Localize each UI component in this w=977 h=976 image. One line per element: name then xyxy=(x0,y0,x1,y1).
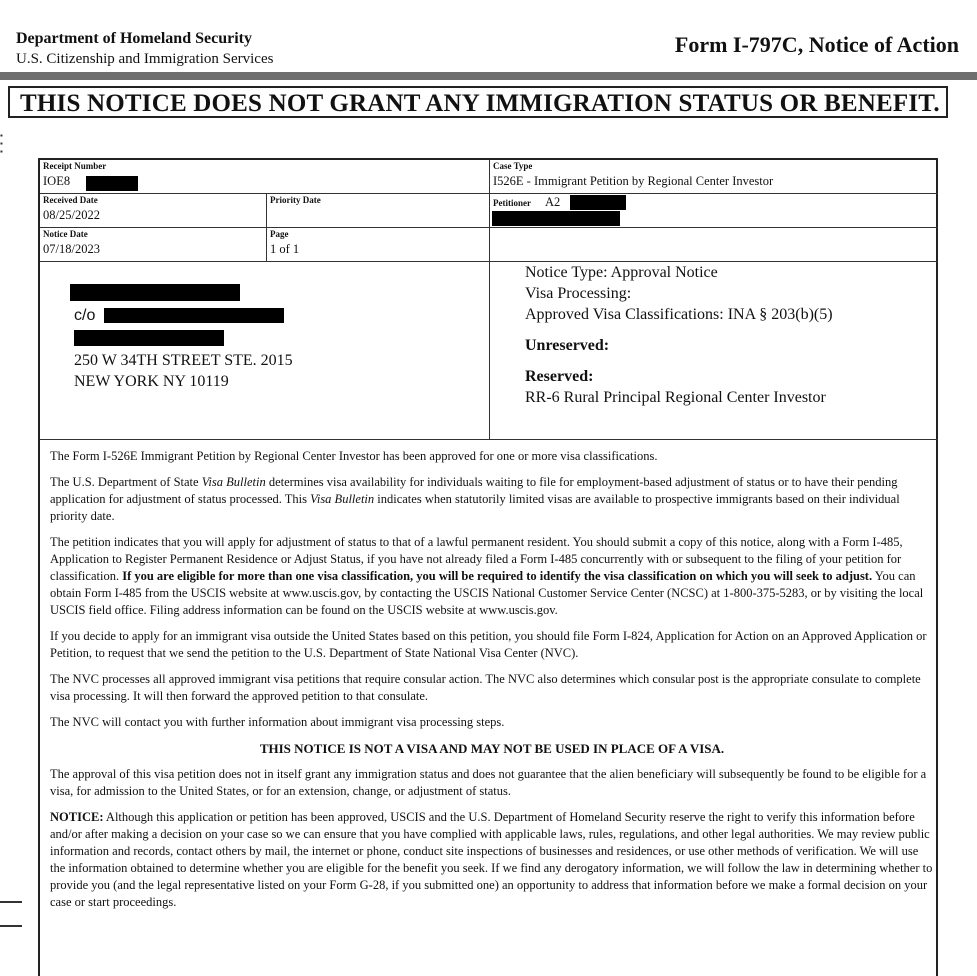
not-a-visa-notice: THIS NOTICE IS NOT A VISA AND MAY NOT BE USED IN PLACE OF A VISA. xyxy=(259,741,725,756)
redaction-bar xyxy=(70,284,240,301)
redaction-bar xyxy=(570,195,626,210)
agency-name: U.S. Citizenship and Immigration Services xyxy=(16,51,274,67)
paragraph: The U.S. Department of State Visa Bulletin determines visa availability for individuals waiting to file for employment-based adjustment of status or to have their pending application for adjustment of status processed. This Visa Bulletin indicates when statutorily limited visas are available to prospective immigrants based on their individual priority date. xyxy=(50,475,900,523)
paragraph: The NVC processes all approved immigrant visa petitions that require consular action. The NVC also determines which consular post is the appropriate consulate to complete visa processing. It will then forward the approved petition to that consulate. xyxy=(50,672,921,703)
approved-classifications: Approved Visa Classifications: INA § 203(b)(5) xyxy=(525,306,833,323)
notice-date-value: 07/18/2023 xyxy=(43,242,100,256)
scan-margin-mark: ▪ ▪ ▪ xyxy=(0,131,3,156)
page-label: Page xyxy=(270,229,289,239)
case-type-cell xyxy=(490,160,938,194)
header-rule xyxy=(0,72,977,80)
petitioner-label: Petitioner xyxy=(493,198,531,208)
margin-line xyxy=(0,901,22,903)
reserved-label: Reserved: xyxy=(525,368,594,385)
petitioner-cell xyxy=(490,194,938,228)
priority-date-cell xyxy=(267,194,490,228)
paragraph: The NVC will contact you with further information about immigrant visa processing steps. xyxy=(50,715,505,729)
page-cell xyxy=(267,228,490,262)
notice-type-block xyxy=(490,262,938,440)
case-type-value: I526E - Immigrant Petition by Regional Center Investor xyxy=(493,174,774,188)
form-title: Form I-797C, Notice of Action xyxy=(674,32,959,57)
paragraph: The Form I-526E Immigrant Petition by Regional Center Investor has been approved for one or more visa classifications. xyxy=(50,449,658,463)
status-banner: THIS NOTICE DOES NOT GRANT ANY IMMIGRATION STATUS OR BENEFIT. xyxy=(8,86,948,118)
address-city: NEW YORK NY 10119 xyxy=(74,373,229,390)
reserved-value: RR-6 Rural Principal Regional Center Investor xyxy=(525,389,826,406)
receipt-number-cell xyxy=(40,160,490,194)
notice-body xyxy=(50,448,934,920)
blank-cell xyxy=(490,228,938,262)
case-type-label: Case Type xyxy=(493,161,533,171)
received-date-label: Received Date xyxy=(43,195,98,205)
redaction-bar xyxy=(74,330,224,346)
visa-processing-label: Visa Processing: xyxy=(525,285,632,302)
mailing-address-block xyxy=(40,262,490,440)
receipt-number-label: Receipt Number xyxy=(43,161,107,171)
notice-date-label: Notice Date xyxy=(43,229,88,239)
unreserved-label: Unreserved: xyxy=(525,337,610,354)
paragraph: The approval of this visa petition does not in itself grant any immigration status and does not guarantee that the alien beneficiary will subsequently be found to be eligible for a visa, for admission to the United States, or for an extension, change, or adjustment of status. xyxy=(50,767,927,798)
receipt-number-value: IOE8 xyxy=(43,174,71,188)
notice-type: Notice Type: Approval Notice xyxy=(525,264,718,281)
care-of-label: c/o xyxy=(74,307,96,324)
priority-date-label: Priority Date xyxy=(270,195,321,205)
paragraph: If you decide to apply for an immigrant visa outside the United States based on this petition, you should file Form I-824, Application for Action on an Approved Application or Petition, to request that we send the petition to the U.S. Department of State National Visa Center (NVC). xyxy=(50,629,927,660)
margin-line xyxy=(0,925,22,927)
redaction-bar xyxy=(104,308,284,323)
redaction-bar xyxy=(86,176,138,191)
paragraph: NOTICE: Although this application or petition has been approved, USCIS and the U.S. Department of Homeland Security reserve the right to verify this information before and/or after making a decision on your case so we can ensure that you have complied with applicable laws, rules, regulations, and other legal authorities. We may review public information and records, contact others by mail, the internet or phone, conduct site inspections of businesses and residences, or use other methods of verification. We will use the information obtained to determine whether you are eligible for the benefit you seek. If we find any derogatory information, we will follow the law in determining whether to provide you (and the legal representative listed on your Form G-28, if you submitted one) an opportunity to address that information before we make a formal decision on your case or start proceedings. xyxy=(50,810,933,909)
received-date-value: 08/25/2022 xyxy=(43,208,100,222)
department-name: Department of Homeland Security xyxy=(16,30,252,47)
received-date-cell xyxy=(40,194,267,228)
notice-form xyxy=(38,158,938,976)
address-street: 250 W 34TH STREET STE. 2015 xyxy=(74,352,293,369)
redaction-bar xyxy=(492,211,620,226)
notice-date-cell xyxy=(40,228,267,262)
paragraph: The petition indicates that you will apply for adjustment of status to that of a lawful permanent resident. You should submit a copy of this notice, along with a Form I-485, Application to Register Permanent Residence or Adjust Status, if you have not already filed a Form I-485 concurrently with or subsequent to the filing of your petition for classification. If you are eligible for more than one visa classification, you will be required to identify the visa classification on which you will seek to adjust. You can obtain Form I-485 from the USCIS website at www.uscis.gov, by contacting the USCIS National Customer Service Center (NCSC) at 1-800-375-5283, or by visiting the local USCIS field office. Filing address information can be found on the USCIS website at www.uscis.gov. xyxy=(50,535,924,617)
petitioner-value: A2 xyxy=(545,195,561,209)
page-value: 1 of 1 xyxy=(270,242,300,256)
